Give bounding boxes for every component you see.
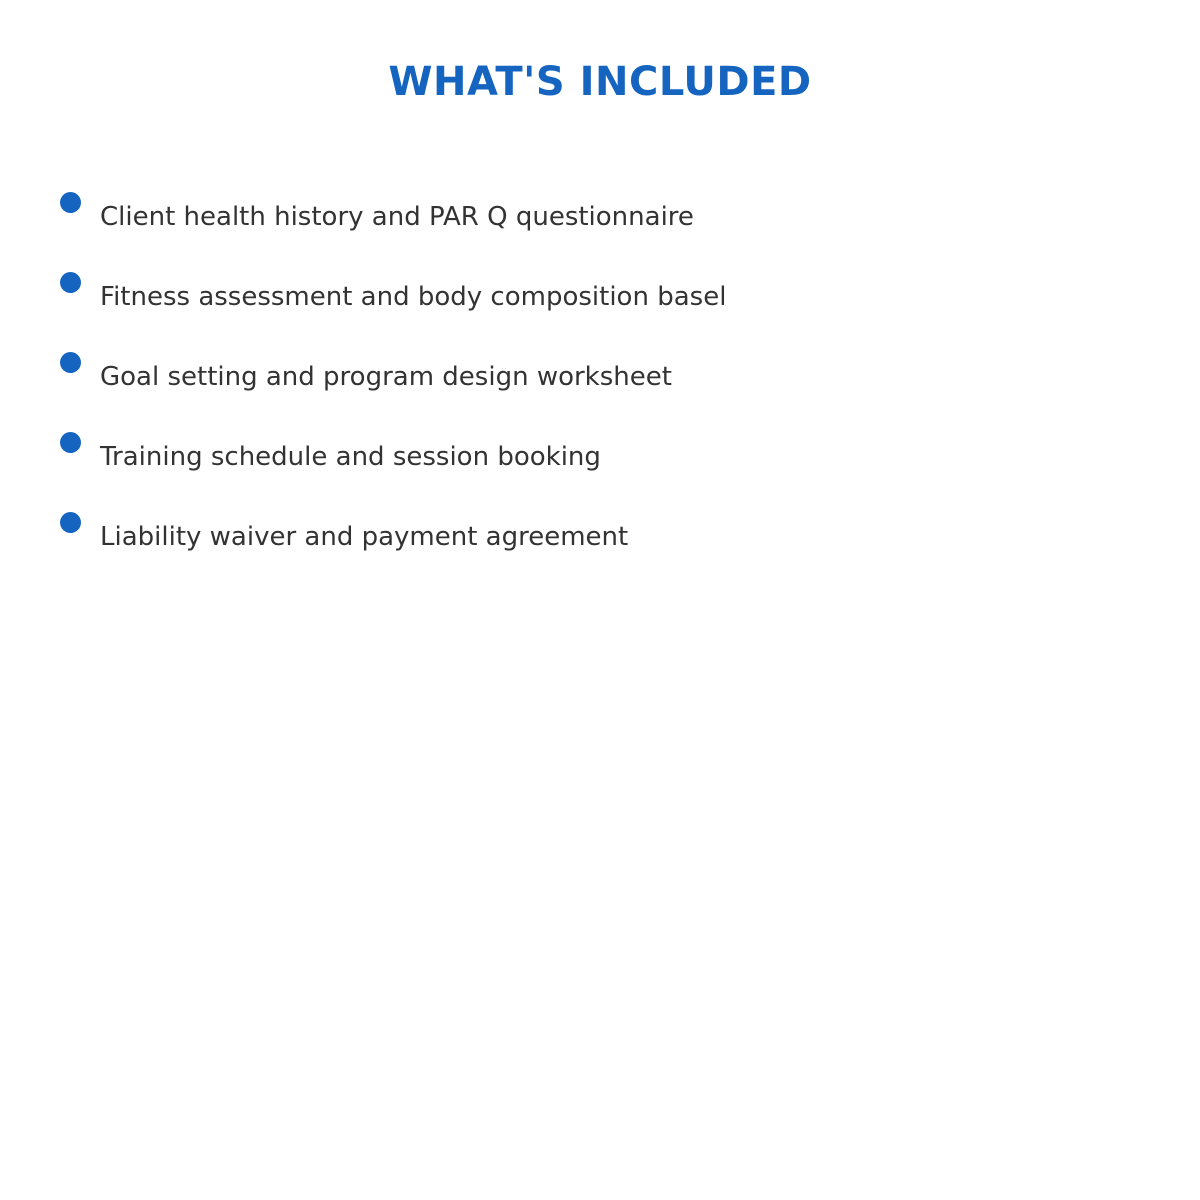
list-item (0, 270, 1200, 350)
bullet-dot-icon (60, 432, 81, 453)
included-items-list (0, 190, 1200, 590)
bullet-dot-icon (60, 192, 81, 213)
bullet-dot-icon (60, 352, 81, 373)
bullet-dot-icon (60, 512, 81, 533)
list-item-label: Client health history and PAR Q questionnaire (100, 202, 694, 232)
bullet-dot-icon (60, 272, 81, 293)
list-item (0, 430, 1200, 510)
list-item (0, 190, 1200, 270)
page-title: WHAT'S INCLUDED (388, 59, 812, 105)
list-item (0, 350, 1200, 430)
list-item-label: Liability waiver and payment agreement (100, 522, 629, 552)
list-item (0, 510, 1200, 590)
list-item-label: Fitness assessment and body composition basel (100, 282, 727, 312)
list-item-label: Training schedule and session booking (100, 442, 601, 472)
list-item-label: Goal setting and program design worksheet (100, 362, 672, 392)
